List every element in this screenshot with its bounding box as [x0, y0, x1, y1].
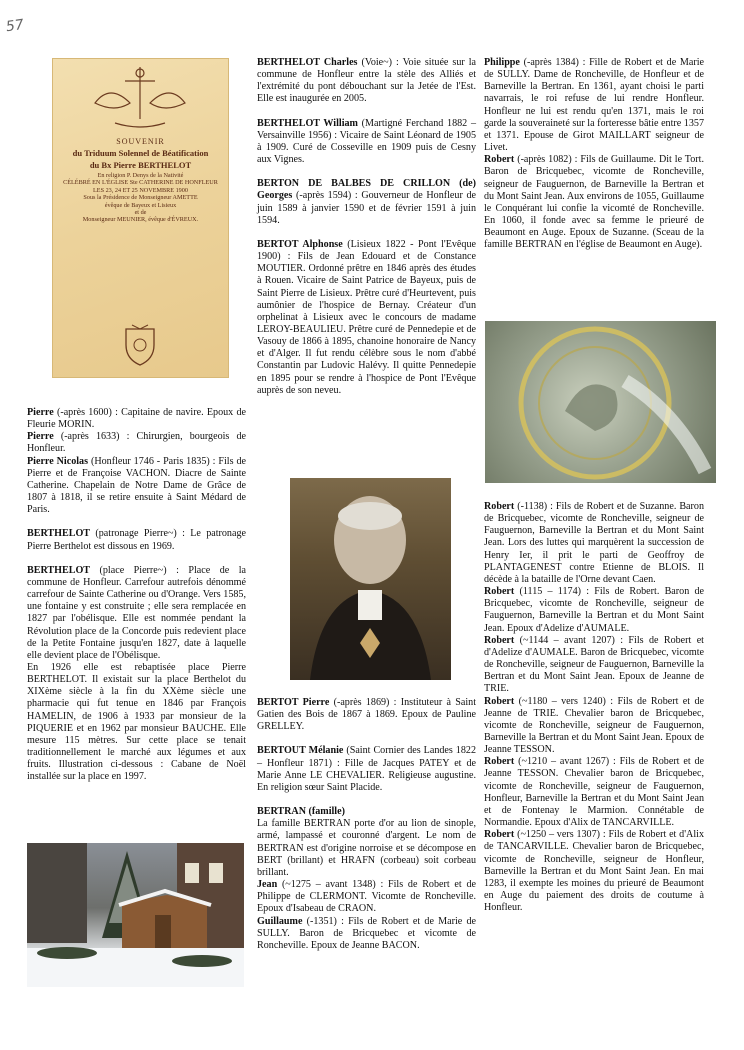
entry-paragraph: [27, 431, 246, 455]
column-3-top: [484, 57, 704, 252]
entry-paragraph: [257, 178, 476, 227]
souvenir-line: Monseigneur MEUNIER, évêque d'ÉVREUX.: [82, 216, 199, 224]
souvenir-name: du Bx Pierre BERTHELOT: [89, 160, 192, 170]
column-2-bottom: [257, 697, 476, 952]
entry-paragraph: [257, 745, 476, 794]
entry-text: (patronage Pierre~) : Le patronage Pierre Berthelot est dissous en 1969.: [27, 528, 246, 552]
cross-emblem-icon: [85, 63, 195, 133]
entry-heading: BERTRAN (famille): [257, 806, 345, 818]
entry-text: (place Pierre~) : Place de la commune de Honfleur. Carrefour autrefois dénommé carrefour de Sainte Catherine ou d'Orange. Vers 1585, une fontaine y est construite ; elle sera remplacée en 1827 par l'obélisque. Elle est nommée pendant la Révolution place de la Concorde puis redevient place de la Petite Fontaine jusqu'en 1827, date à laquelle elle devient place de l'Obélisque.: [27, 564, 246, 661]
entry-heading: Robert: [484, 154, 515, 166]
souvenir-line: évêque de Bayeux et Lisieux: [104, 201, 177, 209]
entry-heading: Robert: [484, 756, 515, 768]
snow-scene-illustration: [27, 843, 244, 987]
portrait-illustration: [290, 478, 451, 680]
entry-text: (-après 1082) : Fils de Guillaume. Dit le Tort. Baron de Bricquebec, vicomte de Roncheville, seigneur de Fauguernon, de Barneville la Bertran et du Mont Saint Jean. Aux environs de 1055, Guillaume le Conquérant lui confie la vicomté de Roncheville. En 1060, il fonde avec sa femme le prieuré de Beaumont en Auge. Epoux de Suzanne. (Sceau de la famille BERTRAN en l'église de Beaumont en Auge).: [484, 154, 704, 251]
entry-paragraph: [257, 818, 476, 879]
souvenir-line: CÉLÉBRÉ EN L'ÉGLISE Ste CATHERINE DE HONFLEUR: [63, 179, 218, 187]
entry-paragraph: [257, 806, 476, 818]
christmas-cabin-photo: [27, 843, 244, 987]
seal-illustration: [485, 321, 716, 483]
souvenir-card-image: [52, 58, 229, 378]
entry-paragraph: [27, 456, 246, 517]
entry-heading: Robert: [484, 586, 515, 598]
entry-text: (~1250 – vers 1307) : Fils de Robert et d'Alix de TANCARVILLE. Chevalier baron de Bricquebec, vicomte de Roncheville, seigneur de Honfleur, Barneville la Bertran et du Mont Saint Jean. En mai 1283, il exempte les moines du prieuré de Beaumont en Auge du paiement des droits de coutume à Honfleur.: [484, 829, 704, 914]
souvenir-title: SOUVENIR: [116, 137, 165, 146]
entry-text: (-après 1384) : Fille de Robert et de Marie de SULLY. Dame de Roncheville, de Honfleur et de Barneville la Bertran. En 1361, ayant choisi le parti navarrais, le roi refuse de lui rendre Honfleur. Honfleur ne lui est rendu qu'en 1371, mais le roi garde la souveraineté sur la forteresse bâtie entre 1357 et 1371. Epouse de Girot MAILLART seigneur de Livet.: [484, 57, 704, 154]
bertot-portrait-photo: [290, 478, 451, 680]
entry-paragraph: [484, 756, 704, 829]
bertran-seal-photo: [485, 321, 716, 483]
entry-heading: BERTOUT Mélanie: [257, 745, 344, 757]
entry-heading: Pierre: [27, 431, 54, 443]
entry-heading: BERTHELOT: [27, 528, 91, 540]
entry-heading: BERTHELOT William: [257, 117, 358, 129]
entry-text: (-1138) : Fils de Robert et de Suzanne. Baron de Bricquebec, vicomte de Roncheville, seigneur de Fauguernon, Barneville la Bertran et du Mont Saint Jean. Lors des luttes qui marquèrent la succession de Henry Ier, il prit le parti de Geoffroy de PLANTAGENEST contre Etienne de BLOIS. Il décède à la bataille de l'Orne devant Caen.: [484, 501, 704, 585]
entry-text: (~1144 – avant 1207) : Fils de Robert et d'Adelize d'AUMALE. Baron de Bricquebec, vicomte de Roncheville, seigneur de Fauguernon, Barneville la Bertran et du Mont Saint Jean. Epoux de Jeanne de TRIE.: [484, 634, 704, 695]
entry-text: (Honfleur 1746 - Paris 1835) : Fils de Pierre et de Françoise VACHON. Diacre de Sainte Catherine. Chapelain de Notre Dame de Grâce de 1807 à 1818, il se retire ensuite à Saint Médard de Paris.: [27, 455, 246, 516]
entry-paragraph: [27, 528, 246, 552]
column-3-bottom: [484, 501, 704, 914]
entry-text: (-1351) : Fils de Robert et de Marie de SULLY. Baron de Bricquebec et vicomte de Roncheville. Epoux de Jeanne BACON.: [257, 915, 476, 951]
entry-paragraph: [484, 57, 704, 154]
entry-text: (-après 1594) : Gouverneur de Honfleur de juin 1589 à janvier 1590 et de février 1591 à juin 1594.: [257, 190, 476, 226]
entry-heading: Robert: [484, 501, 515, 512]
entry-text: (Lisieux 1822 - Pont l'Evêque 1900) : Fils de Jean Edouard et de Constance MOUTIER. Ordonné prêtre en 1846 après des études à Rouen. Vicaire de Saint Patrice de Bayeux, puis de Saint Pierre de Lisieux. Prêtre curé d'Heurtevent, puis aumônier de l'hospice de Bernay. Créateur d'un orphelinat à Lisieux avec le concours de madame LEROY-BEAULIEU. Prêtre curé de Pennedepie et de Vasouy de 1866 à 1895, chanoine honoraire de Nancy et d'Alger. Il fut rendu célèbre sous le nom d'abbé Constantin par Ludovic Halévy. Il quitte Pennedepie en 1895 pour se rendre à l'hospice de Pont l'Evêque auprès de son neveu.: [257, 238, 476, 396]
souvenir-subtitle: du Triduum Solennel de Béatification: [72, 148, 209, 158]
entry-paragraph: [484, 154, 704, 251]
entry-paragraph: [257, 916, 476, 952]
page-number: 57: [4, 16, 25, 36]
entry-heading: Robert: [484, 829, 515, 841]
entry-text: En 1926 elle est rebaptisée place Pierre BERTHELOT. Il existait sur la place Berthelot du XIXème siècle à la fin du XXème siècle une pharmacie qui fut tenue en 1846 par François HAMELIN, de 1906 à 1933 par monsieur de la PIQUERIE et en 1962 par monsieur BAUCHE. Elle mesure 115 mètres. Sur cette place se tenait traditionnellement le marché aux légumes et aux fruits. Illustration ci-dessous : Cabane de Noël installée sur la place en 1997.: [27, 661, 246, 783]
entry-paragraph: [27, 662, 246, 784]
entry-text: (1115 – 1174) : Fils de Robert. Baron de Bricquebec, vicomte de Roncheville, seigneur de Fauguernon, Barneville la Bertran et du Mont Saint Jean. Epoux d'Adelize d'AUMALE.: [484, 586, 704, 634]
entry-paragraph: [484, 501, 704, 586]
entry-heading: BERTHELOT Charles: [257, 57, 358, 68]
entry-heading: Robert: [484, 695, 515, 707]
entry-paragraph: [27, 407, 246, 431]
souvenir-line: et de: [134, 209, 147, 217]
souvenir-line: En religion P. Denys de la Nativité: [97, 172, 184, 179]
entry-paragraph: [257, 879, 476, 915]
souvenir-line: LES 23, 24 ET 25 NOVEMBRE 1900: [93, 186, 188, 194]
entry-heading: Jean: [257, 879, 278, 891]
entry-paragraph: [484, 586, 704, 635]
entry-text: (~1275 – avant 1348) : Fils de Robert et de Philippe de CLERMONT. Vicomte de Roncheville. Epoux d'Isabeau de CRAON.: [257, 879, 476, 915]
entry-heading: BERTOT Pierre: [257, 697, 330, 708]
entry-heading: Robert: [484, 634, 515, 646]
entry-text: (-après 1600) : Capitaine de navire. Epoux de Fleurie MORIN.: [27, 407, 246, 431]
coat-of-arms-icon: [120, 323, 160, 367]
entry-heading: Pierre Nicolas: [27, 455, 89, 467]
entry-heading: Pierre: [27, 407, 54, 418]
entry-paragraph: [257, 57, 476, 106]
entry-heading: BERTHELOT: [27, 564, 91, 576]
entry-paragraph: [484, 635, 704, 696]
entry-text: La famille BERTRAN porte d'or au lion de sinople, armé, lampassé et couronné d'argent. Le nom de BERTRAN est d'origine norroise et se décompose en BERT (brillant) et HRAFN (corbeau) soit corbeau brillant.: [257, 818, 476, 878]
entry-text: (-après 1633) : Chirurgien, bourgeois de Honfleur.: [27, 431, 246, 455]
entry-heading: BERTON DE BALBES DE CRILLON (de) Georges: [257, 178, 476, 202]
entry-paragraph: [484, 696, 704, 757]
entry-text: (Saint Cornier des Landes 1822 – Honfleur 1871) : Fille de Jacques PATEY et de Marie Anne LE CHEVALIER. Religieuse augustine. En religion sœur Saint Placide.: [257, 745, 476, 793]
souvenir-line: Sous la Présidence de Monseigneur AMETTE: [83, 194, 198, 202]
entry-paragraph: [257, 118, 476, 167]
entry-paragraph: [27, 565, 246, 662]
entry-paragraph: [257, 239, 476, 397]
entry-text: (Voie~) : Voie située sur la commune de Honfleur entre la stèle des Alliés et l'extrémité du pont débouchant sur la Jetée de l'Est. Elle est inaugurée en 2005.: [257, 57, 477, 105]
entry-paragraph: [484, 829, 704, 914]
column-2-top: [257, 57, 476, 397]
entry-text: (~1180 – vers 1240) : Fils de Robert et de Jeanne de TRIE. Chevalier baron de Bricquebec, vicomte de Roncheville, seigneur de Fauguernon, Barneville la Bertran et du Mont Saint Jean. Epoux de Jeanne TESSON.: [484, 695, 704, 756]
entry-paragraph: [257, 697, 476, 733]
entry-heading: BERTOT Alphonse: [257, 238, 343, 250]
entry-text: (~1210 – avant 1267) : Fils de Robert et de Jeanne TESSON. Chevalier baron de Bricquebec, vicomte de Roncheville, seigneur de Fauguernon, Honfleur, Barneville la Bertran et du Mont Saint Jean et de Fontenay le Marmion. Connétable de Normandie. Epoux d'Alix de TANCARVILLE.: [484, 756, 704, 829]
entry-text: (-après 1869) : Instituteur à Saint Gatien des Bois de 1867 à 1869. Epoux de Pauline GRELLEY.: [257, 697, 476, 733]
column-1: [27, 407, 246, 784]
entry-heading: Guillaume: [257, 915, 303, 927]
entry-text: (Martigné Ferchand 1882 – Versainville 1956) : Vicaire de Saint Léonard de 1905 à 1909. Curé de Cosseville en 1909 puis de Cesny aux Vignes.: [257, 117, 476, 166]
entry-heading: Philippe: [484, 57, 520, 68]
